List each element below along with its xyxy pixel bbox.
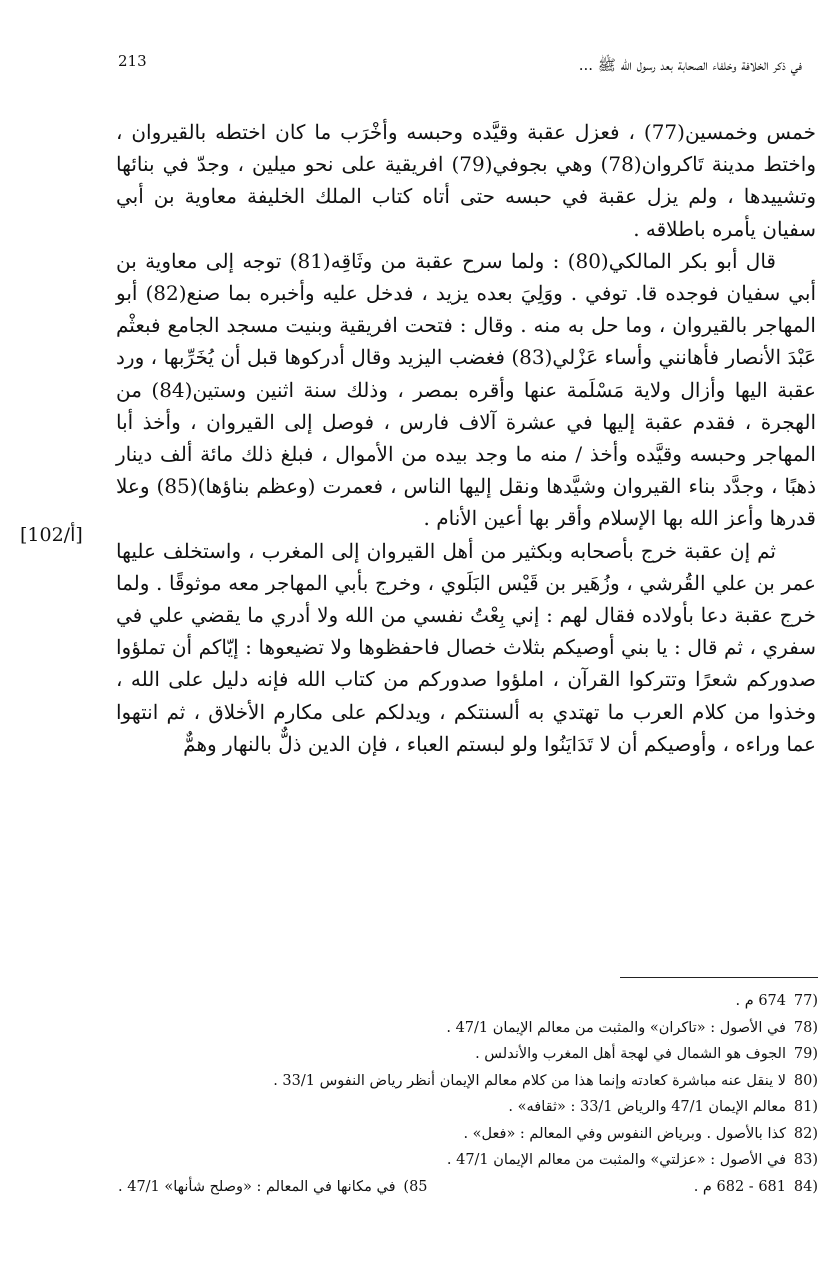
footnote-number: (82 [793, 1125, 818, 1142]
footnote-number: (78 [793, 1019, 818, 1036]
footnote-number: (81 [793, 1099, 818, 1115]
manuscript-folio-reference: [102/أ] [20, 524, 83, 546]
footnote-text: كذا بالأصول . وبرياض النفوس وفي المعالم : «فعل» . [463, 1125, 786, 1142]
footnote-number: (77 [793, 993, 818, 1009]
main-text [116, 116, 816, 760]
footnote-number: (84 [793, 1178, 818, 1195]
footnote-text: 681 - 682 م . [693, 1178, 786, 1195]
footnote-item [118, 988, 818, 1015]
footnote-85 [118, 1174, 428, 1201]
footnote-item [118, 1121, 818, 1148]
running-header-title: في ذكر الخلافة وخلفاء الصحابة بعد رسول الله ﷺ ... [578, 56, 802, 74]
footnote-number: (80 [793, 1072, 818, 1089]
paragraph: قال أبو بكر المالكي(80) : ولما سرح عقبة من وثَاقِه(81) توجه إلى معاوية بن أبي سفيان فوجده قا. توفي . ووَلِيَ بعده يزيد ، فدخل عليه وأخبره بما صنع(82) أبو المهاجر بالقيروان ، وما حل به منه . وقال : فتحت افريقية وبنيت مسجد الجامع فبعثْم عَبْدَ الأنصار فأهانني وأساء عَزْلي(83) فغضب اليزيد وقال أدركوها قبل أن يُخَرِّبها ، ورد عقبة اليها وأزال ولاية مَسْلَمة عنها وأقره بمصر ، وذلك سنة اثنين وستين(84) من الهجرة ، فقدم عقبة إليها في عشرة آلاف فارس ، فوصل إلى القيروان ، وأخذ أبا المهاجر وحبسه وقيَّده وأخذ / منه ما وجد بيده من الأموال ، فبلغ ذلك مائة ألف دينار ذهبًا ، وجدَّد بناء القيروان وشيَّدها ونقل إليها الناس ، فعمرت (وعظم بناؤها)(85) وعلا قدرها وأعز الله بها الإسلام وأقر بها أعين الأنام . [116, 248, 817, 531]
footnote-item [118, 1094, 818, 1121]
footnote-text: لا ينقل عنه مباشرة كعادته وإنما هذا من كلام معالم الإيمان أنظر رياض النفوس 33/1 . [273, 1072, 786, 1089]
footnote-number: (83 [793, 1152, 818, 1168]
footnote-number: 85) [403, 1178, 428, 1195]
footnote-number: (79 [793, 1046, 818, 1062]
footnote-text: في الأصول : «تاكران» والمثبت من معالم الإيمان 47/1 . [446, 1019, 786, 1036]
footnote-text: في مكانها في المعالم : «وصلح شأنها» 47/1 . [118, 1178, 396, 1195]
footnote-item [118, 1068, 818, 1095]
footnote-84 [694, 1174, 818, 1201]
footnote-divider [620, 977, 818, 978]
footnote-item [118, 1015, 818, 1042]
footnote-text: معالم الإيمان 47/1 والرياض 33/1 : «ثقافه» . [508, 1099, 786, 1115]
footnote-item [118, 1041, 818, 1068]
footnote-item [118, 1147, 818, 1174]
paragraph: ثم إن عقبة خرج بأصحابه وبكثير من أهل القيروان إلى المغرب ، واستخلف عليها عمر بن علي القُرشي ، وزُهَير بن قَيْس البَلَوي ، وخرج بأبي المهاجر معه موثوقًا . ولما خرج عقبة دعا بأولاده فقال لهم : إني بِعْتُ نفسي من الله ولا أدري ما يقضي علي في سفري ، ثم قال : يا بني أوصيكم بثلاث خصال فاحفظوها ولا تضيعوها : إيّاكم أن تملؤوا صدوركم شعرًا وتتركوا القرآن ، املؤوا صدوركم من كتاب الله فإنه دليل على الله ، وخذوا من كلام العرب ما تهتدي به ألسنتكم ، ويدلكم على مكارم الأخلاق ، ثم انتهوا عما وراءه ، وأوصيكم أن لا تَدَايَنُوا ولو لبستم العباء ، فإن الدين ذلٌّ بالنهار وهمٌّ [116, 538, 816, 756]
footnote-text: في الأصول : «عزلتي» والمثبت من معالم الإيمان 47/1 . [446, 1152, 786, 1168]
footnotes [118, 988, 818, 1200]
footnote-item [118, 1174, 818, 1201]
page-number: 213 [118, 52, 147, 70]
footnote-text: الجوف هو الشمال في لهجة أهل المغرب والأندلس . [475, 1046, 786, 1062]
footnote-text: 674 م . [735, 993, 786, 1009]
paragraph: خمس وخمسين(77) ، فعزل عقبة وقيَّده وحبسه وأخْرَب ما كان اختطه بالقيروان ، واختط مدينة تَاكروان(78) وهي بجوفي(79) افريقية على نحو ميلين ، وجدّ في بنائها وتشييدها ، ولم يزل عقبة في حبسه حتى أتاه كتاب الملك الخليفة معاوية بن أبي سفيان يأمره باطلاقه . [116, 120, 816, 241]
